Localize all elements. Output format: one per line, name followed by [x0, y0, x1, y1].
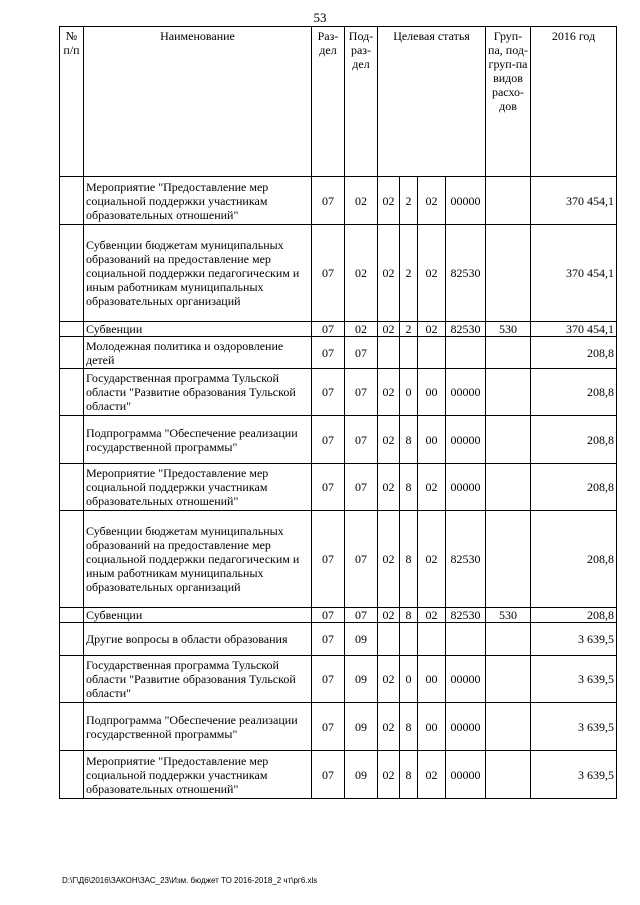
row-target-event: 00: [418, 703, 446, 751]
row-target-program: 02: [378, 656, 400, 703]
row-target-program: 02: [378, 177, 400, 225]
row-section: 07: [312, 623, 345, 656]
row-section: 07: [312, 608, 345, 623]
row-target-event: 02: [418, 511, 446, 608]
row-expense-group: 530: [486, 322, 531, 337]
table-row: [60, 511, 617, 608]
table-row: [60, 608, 617, 623]
table-row: [60, 751, 617, 799]
table-row: [60, 322, 617, 337]
num: [60, 464, 84, 511]
row-section: 07: [312, 703, 345, 751]
row-expense-group: [486, 751, 531, 799]
num: [60, 623, 84, 656]
row-expense-group: [486, 337, 531, 369]
row-expense-group: [486, 416, 531, 464]
row-section: 07: [312, 416, 345, 464]
row-target-direction: 82530: [446, 608, 486, 623]
row-target-event: 02: [418, 225, 446, 322]
row-target-event: [418, 337, 446, 369]
row-target-direction: [446, 337, 486, 369]
row-target-subprogram: 0: [400, 369, 418, 416]
row-name: Мероприятие "Предоставление мер социальной поддержки участникам образовательных отношений": [84, 751, 312, 799]
row-target-event: 02: [418, 322, 446, 337]
header-target: Целевая статья: [378, 27, 486, 177]
row-amount: 208,8: [531, 464, 617, 511]
budget-table: [59, 26, 617, 799]
header-year: 2016 год: [531, 27, 617, 177]
row-target-subprogram: 2: [400, 177, 418, 225]
row-name: Подпрограмма "Обеспечение реализации государственной программы": [84, 703, 312, 751]
row-target-direction: 00000: [446, 369, 486, 416]
row-target-event: 02: [418, 751, 446, 799]
table-row: [60, 225, 617, 322]
row-section: 07: [312, 337, 345, 369]
row-subsection: 07: [345, 337, 378, 369]
table-row: [60, 369, 617, 416]
row-target-direction: 00000: [446, 751, 486, 799]
num: [60, 751, 84, 799]
row-name: Другие вопросы в области образования: [84, 623, 312, 656]
header-section: Раз-дел: [312, 27, 345, 177]
row-expense-group: [486, 177, 531, 225]
row-name: Мероприятие "Предоставление мер социальной поддержки участникам образовательных отношений": [84, 177, 312, 225]
row-target-direction: 00000: [446, 703, 486, 751]
row-amount: 370 454,1: [531, 225, 617, 322]
row-target-subprogram: 8: [400, 751, 418, 799]
row-expense-group: [486, 225, 531, 322]
row-amount: 3 639,5: [531, 703, 617, 751]
row-section: 07: [312, 177, 345, 225]
row-subsection: 07: [345, 416, 378, 464]
row-target-subprogram: 8: [400, 608, 418, 623]
row-expense-group: [486, 369, 531, 416]
row-section: 07: [312, 464, 345, 511]
row-target-direction: 00000: [446, 656, 486, 703]
num: [60, 177, 84, 225]
table-row: [60, 623, 617, 656]
table-row: [60, 703, 617, 751]
row-amount: 208,8: [531, 608, 617, 623]
row-target-direction: 82530: [446, 322, 486, 337]
row-target-event: 00: [418, 369, 446, 416]
row-target-program: 02: [378, 751, 400, 799]
row-amount: 208,8: [531, 369, 617, 416]
row-target-program: 02: [378, 225, 400, 322]
row-target-event: 02: [418, 464, 446, 511]
num: [60, 703, 84, 751]
row-name: Государственная программа Тульской области "Развитие образования Тульской области": [84, 369, 312, 416]
num: [60, 369, 84, 416]
row-target-direction: 00000: [446, 464, 486, 511]
row-section: 07: [312, 656, 345, 703]
row-target-direction: [446, 623, 486, 656]
row-subsection: 09: [345, 751, 378, 799]
row-target-subprogram: 8: [400, 703, 418, 751]
row-amount: 3 639,5: [531, 623, 617, 656]
row-target-subprogram: 8: [400, 511, 418, 608]
page-number: 53: [313, 10, 327, 25]
header-name: Наименование: [84, 27, 312, 177]
row-expense-group: [486, 656, 531, 703]
row-expense-group: [486, 464, 531, 511]
row-target-direction: 00000: [446, 177, 486, 225]
table-row: [60, 337, 617, 369]
row-expense-group: [486, 511, 531, 608]
table-body: [60, 177, 617, 799]
row-target-event: 02: [418, 608, 446, 623]
num: [60, 656, 84, 703]
row-expense-group: [486, 703, 531, 751]
row-target-program: 02: [378, 703, 400, 751]
header-subsection: Под-раз-дел: [345, 27, 378, 177]
row-target-program: 02: [378, 416, 400, 464]
row-target-program: 02: [378, 608, 400, 623]
num: [60, 337, 84, 369]
row-section: 07: [312, 511, 345, 608]
num: [60, 225, 84, 322]
row-section: 07: [312, 369, 345, 416]
row-name: Подпрограмма "Обеспечение реализации государственной программы": [84, 416, 312, 464]
row-subsection: 02: [345, 177, 378, 225]
row-amount: 370 454,1: [531, 177, 617, 225]
row-target-program: 02: [378, 511, 400, 608]
row-subsection: 02: [345, 322, 378, 337]
row-target-program: 02: [378, 464, 400, 511]
header-num: № п/п: [60, 27, 84, 177]
row-amount: 208,8: [531, 337, 617, 369]
footer-file-path: D:\Г\Д6\2016\ЗАКОН\ЗАС_23\Изм. бюджет ТО 2016-2018_2 чт\рг6.xls: [62, 876, 318, 885]
row-subsection: 09: [345, 623, 378, 656]
row-name: Мероприятие "Предоставление мер социальной поддержки участникам образовательных отношений": [84, 464, 312, 511]
row-target-direction: 82530: [446, 511, 486, 608]
row-target-subprogram: 2: [400, 225, 418, 322]
row-target-subprogram: 0: [400, 656, 418, 703]
row-target-direction: 82530: [446, 225, 486, 322]
table-row: [60, 656, 617, 703]
row-name: Субвенции: [84, 608, 312, 623]
row-target-subprogram: 8: [400, 416, 418, 464]
row-amount: 3 639,5: [531, 656, 617, 703]
num: [60, 608, 84, 623]
num: [60, 416, 84, 464]
header-group: Груп-па, под-груп-па видов расхо-дов: [486, 27, 531, 177]
row-subsection: 02: [345, 225, 378, 322]
num: [60, 322, 84, 337]
table-row: [60, 177, 617, 225]
row-target-subprogram: [400, 623, 418, 656]
row-amount: 3 639,5: [531, 751, 617, 799]
row-target-event: [418, 623, 446, 656]
table-row: [60, 416, 617, 464]
row-name: Государственная программа Тульской области "Развитие образования Тульской области": [84, 656, 312, 703]
row-target-direction: 00000: [446, 416, 486, 464]
row-target-subprogram: 8: [400, 464, 418, 511]
row-name: Субвенции бюджетам муниципальных образований на предоставление мер социальной поддержки педагогическим и иным работникам муниципальных образовательных организаций: [84, 511, 312, 608]
row-subsection: 07: [345, 511, 378, 608]
row-subsection: 07: [345, 464, 378, 511]
row-target-event: 02: [418, 177, 446, 225]
row-target-event: 00: [418, 416, 446, 464]
row-amount: 208,8: [531, 511, 617, 608]
row-name: Субвенции бюджетам муниципальных образований на предоставление мер социальной поддержки педагогическим и иным работникам муниципальных образовательных организаций: [84, 225, 312, 322]
row-name: Молодежная политика и оздоровление детей: [84, 337, 312, 369]
row-subsection: 07: [345, 369, 378, 416]
row-target-program: 02: [378, 369, 400, 416]
table-row: [60, 464, 617, 511]
row-amount: 370 454,1: [531, 322, 617, 337]
row-section: 07: [312, 322, 345, 337]
row-expense-group: 530: [486, 608, 531, 623]
row-amount: 208,8: [531, 416, 617, 464]
row-subsection: 09: [345, 656, 378, 703]
row-name: Субвенции: [84, 322, 312, 337]
row-target-program: 02: [378, 322, 400, 337]
num: [60, 511, 84, 608]
row-target-event: 00: [418, 656, 446, 703]
row-target-subprogram: [400, 337, 418, 369]
row-expense-group: [486, 623, 531, 656]
row-target-subprogram: 2: [400, 322, 418, 337]
row-section: 07: [312, 225, 345, 322]
row-section: 07: [312, 751, 345, 799]
row-subsection: 07: [345, 608, 378, 623]
header-row: [60, 27, 617, 177]
row-subsection: 09: [345, 703, 378, 751]
row-target-program: [378, 337, 400, 369]
row-target-program: [378, 623, 400, 656]
